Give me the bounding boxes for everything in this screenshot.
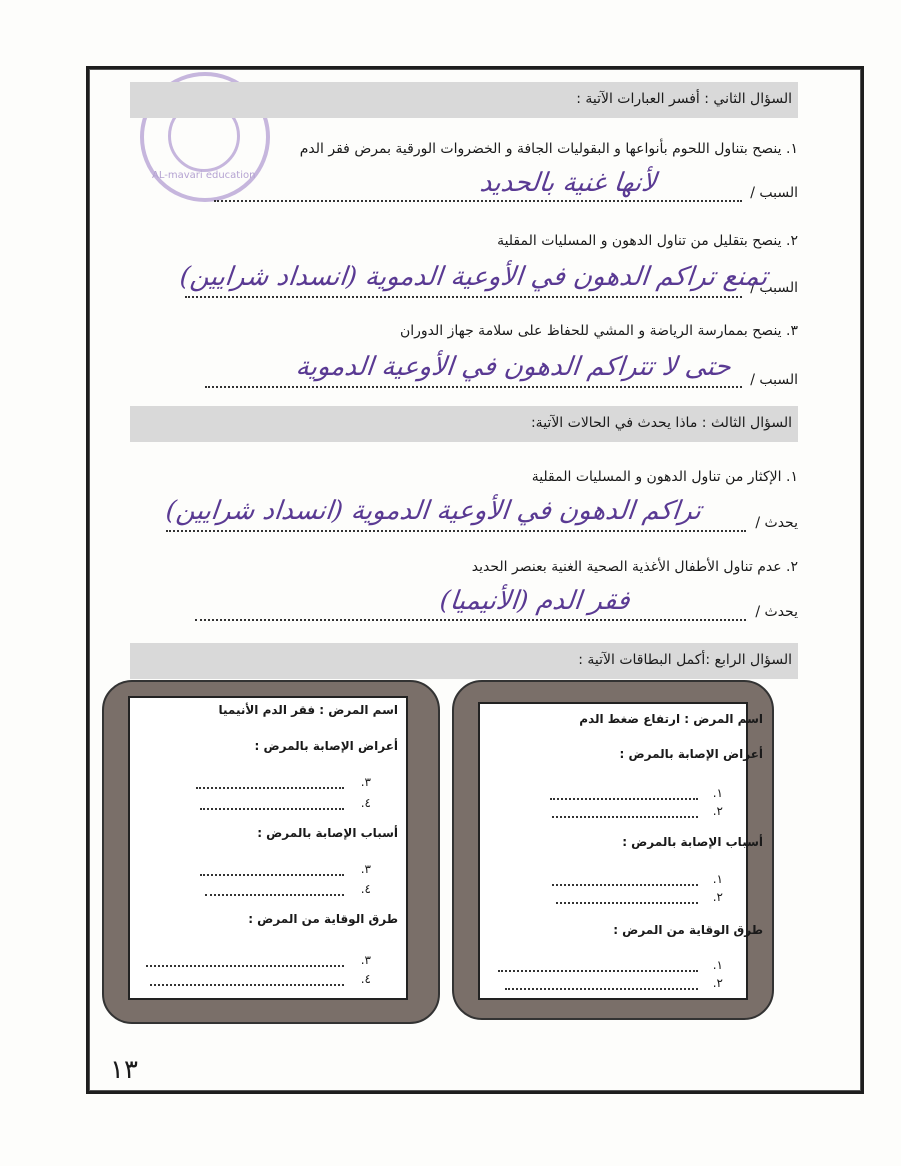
q2-item-2-label: السبب / — [750, 280, 798, 296]
card-anemia-disease: اسم المرض : فقر الدم الأنيميا — [218, 703, 398, 717]
card-hypertension-symptom-1-num: ١. — [712, 786, 723, 800]
q2-item-2-answer: تمنع تراكم الدهون في الأوعية الدموية (انسداد شرايين) — [178, 262, 769, 292]
card-hypertension-symptoms: أعراض الإصابة بالمرض : — [619, 747, 763, 761]
q3-item-1-answer: تراكم الدهون في الأوعية الدموية (انسداد شرايين) — [164, 496, 703, 526]
card-anemia-symptoms: أعراض الإصابة بالمرض : — [254, 739, 398, 753]
q2-item-1-answer: لأنها غنية بالحديد — [478, 168, 658, 198]
card-anemia-causes: أسباب الإصابة بالمرض : — [257, 826, 398, 840]
card-anemia-symptom-4-num: ٤. — [360, 796, 371, 810]
page-number: ١٣ — [110, 1055, 138, 1085]
q2-header-band — [130, 82, 798, 118]
q2-item-1-label: السبب / — [750, 185, 798, 201]
card-anemia-cause-3-line — [200, 874, 344, 876]
card-hypertension-disease: اسم المرض : ارتفاع ضغط الدم — [579, 712, 763, 726]
card-anemia-cause-3-num: ٣. — [360, 862, 371, 876]
q2-item-3-label: السبب / — [750, 372, 798, 388]
q3-item-1-label: يحدث / — [755, 515, 798, 531]
card-hypertension-prevention-1-num: ١. — [712, 958, 723, 972]
q2-item-3-answer: حتى لا تتراكم الدهون في الأوعية الدموية — [294, 352, 733, 382]
q3-item-2-text: ٢. عدم تناول الأطفال الأغذية الصحية الغنية بعنصر الحديد — [471, 559, 798, 575]
q2-item-1-dotted-line — [214, 200, 742, 202]
card-hypertension-symptom-2-num: ٢. — [712, 804, 723, 818]
card-hypertension-prevention-2-num: ٢. — [712, 976, 723, 990]
q2-item-2-text: ٢. ينصح بتقليل من تناول الدهون و المسليات المقلية — [497, 233, 798, 249]
q2-item-3-dotted-line — [205, 386, 742, 388]
card-anemia-prevention-4-num: ٤. — [360, 972, 371, 986]
card-hypertension-cause-2-num: ٢. — [712, 890, 723, 904]
q3-item-2-label: يحدث / — [755, 604, 798, 620]
q3-item-1-text: ١. الإكثار من تناول الدهون و المسليات المقلية — [531, 469, 798, 485]
q3-item-2-answer: فقر الدم (الأنيميا) — [438, 586, 632, 616]
q4-title: السؤال الرابع :أكمل البطاقات الآتية : — [578, 652, 792, 668]
card-hypertension-cause-1-num: ١. — [712, 872, 723, 886]
q3-item-1-dotted-line — [166, 530, 746, 532]
q2-item-1-text: ١. ينصح بتناول اللحوم بأنواعها و البقوليات الجافة و الخضروات الورقية بمرض فقر الدم — [299, 141, 798, 157]
q2-title: السؤال الثاني : أفسر العبارات الآتية : — [576, 91, 792, 107]
card-anemia-prevention-3-line — [146, 965, 344, 967]
seal-caption-bottom: AL-mavari education — [152, 170, 256, 181]
card-hypertension-cause-2-line — [556, 902, 698, 904]
q3-header-band — [130, 406, 798, 442]
q2-item-2-dotted-line — [185, 296, 742, 298]
q2-item-3-text: ٣. ينصح بممارسة الرياضة و المشي للحفاظ على سلامة جهاز الدوران — [399, 323, 798, 339]
card-hypertension — [452, 680, 774, 1020]
card-anemia — [102, 680, 440, 1024]
card-anemia-prevention-4-line — [150, 984, 344, 986]
q4-header-band — [130, 643, 798, 679]
card-anemia-prevention-3-num: ٣. — [360, 953, 371, 967]
card-anemia-cause-4-num: ٤. — [360, 882, 371, 896]
q3-item-2-dotted-line — [195, 619, 746, 621]
card-anemia-symptom-3-num: ٣. — [360, 775, 371, 789]
card-hypertension-causes: أسباب الإصابة بالمرض : — [622, 835, 763, 849]
card-anemia-symptom-4-line — [200, 808, 344, 810]
card-anemia-symptom-3-line — [196, 787, 344, 789]
card-hypertension-prevention-1-line — [498, 970, 698, 972]
card-hypertension-symptom-1-line — [550, 798, 698, 800]
card-anemia-prevention: طرق الوقاية من المرض : — [248, 912, 398, 926]
q3-title: السؤال الثالث : ماذا يحدث في الحالات الآتية: — [530, 415, 792, 431]
card-anemia-cause-4-line — [205, 894, 344, 896]
card-hypertension-cause-1-line — [552, 884, 698, 886]
card-hypertension-prevention: طرق الوقاية من المرض : — [613, 923, 763, 937]
card-hypertension-prevention-2-line — [505, 988, 698, 990]
card-hypertension-symptom-2-line — [552, 816, 698, 818]
